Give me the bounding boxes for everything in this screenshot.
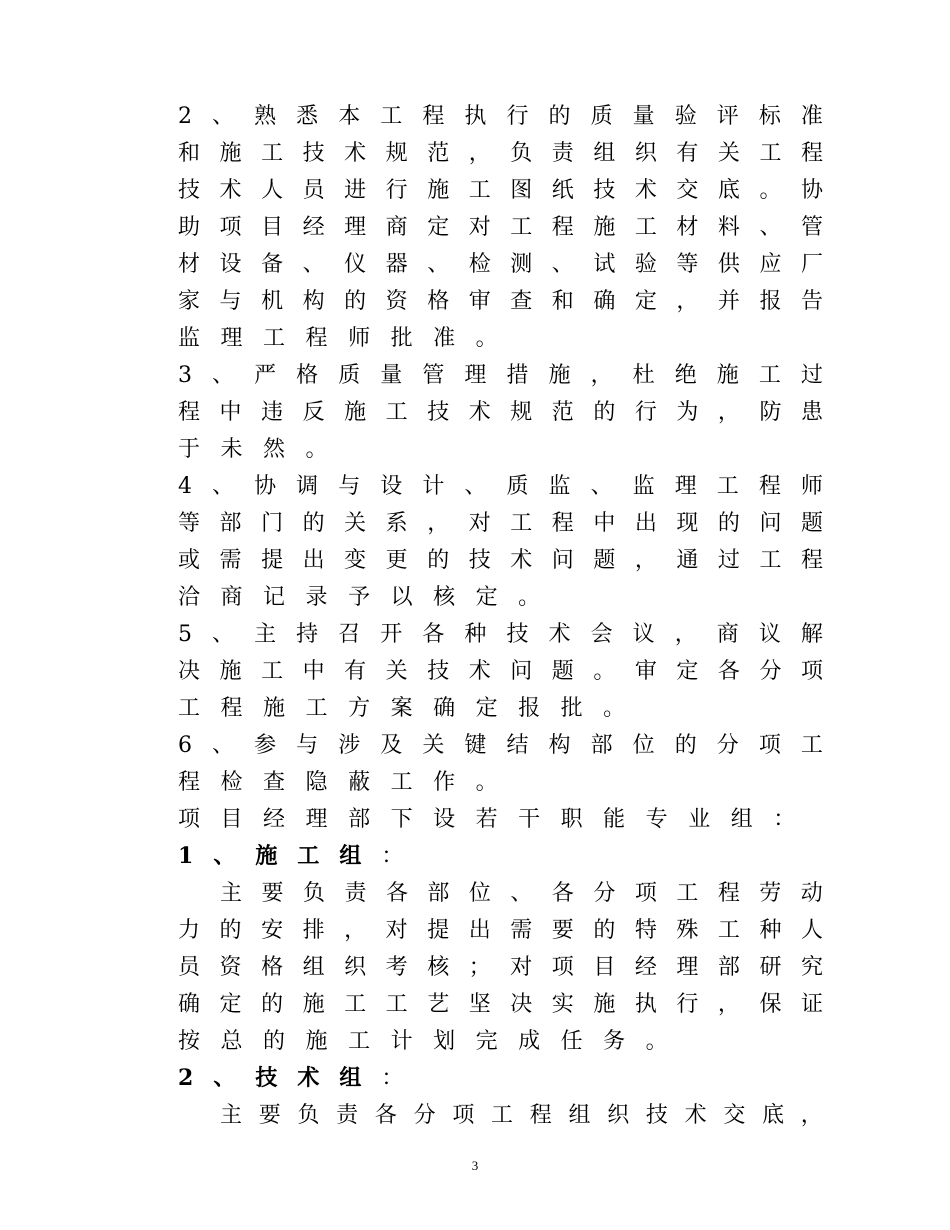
text-line: 程 中 违 反 施 工 技 术 规 范 的 行 为 ， 防 患 — [178, 400, 823, 425]
text-line: 项 目 经 理 部 下 设 若 干 职 能 专 业 组 ： — [178, 807, 796, 832]
text-line: 洽 商 记 录 予 以 核 定 。 — [178, 585, 541, 610]
text-line: 家 与 机 构 的 资 格 审 查 和 确 定 ， 并 报 告 — [178, 289, 823, 314]
text-line: 监 理 工 程 师 批 准 。 — [178, 326, 498, 351]
page-number: 3 — [471, 1158, 479, 1173]
text-line: 材 设 备 、 仪 器 、 检 测 、 试 验 等 供 应 厂 — [178, 252, 823, 277]
text-line: 确 定 的 施 工 工 艺 坚 决 实 施 执 行 ， 保 证 — [178, 992, 823, 1017]
text-line: 主 要 负 责 各 部 位 、 各 分 项 工 程 劳 动 — [220, 881, 823, 906]
text-line: 5 、 主 持 召 开 各 种 技 术 会 议 ， 商 议 解 — [178, 622, 823, 647]
text-line: 2 、 熟 悉 本 工 程 执 行 的 质 量 验 评 标 准 — [178, 104, 823, 129]
text-line: 程 检 查 隐 蔽 工 作 。 — [178, 770, 498, 795]
document-body — [178, 98, 823, 1134]
text-line: 力 的 安 排 ， 对 提 出 需 要 的 特 殊 工 种 人 — [178, 918, 823, 943]
text-line: 于 未 然 。 — [178, 437, 328, 462]
text-line: 4 、 协 调 与 设 计 、 质 监 、 监 理 工 程 师 — [178, 474, 823, 499]
text-line: 决 施 工 中 有 关 技 术 问 题 。 审 定 各 分 项 — [178, 659, 823, 684]
text-line: 工 程 施 工 方 案 确 定 报 批 。 — [178, 696, 626, 721]
text-line: 主 要 负 责 各 分 项 工 程 组 织 技 术 交 底 ， — [220, 1103, 823, 1128]
text-line: 6 、 参 与 涉 及 关 键 结 构 部 位 的 分 项 工 — [178, 733, 823, 758]
text-line: 或 需 提 出 变 更 的 技 术 问 题 ， 通 过 工 程 — [178, 548, 823, 573]
section-heading: 2 、 技 术 组 ： — [178, 1065, 404, 1091]
section-heading: 1 、 施 工 组 ： — [178, 843, 404, 869]
text-line: 助 项 目 经 理 商 定 对 工 程 施 工 材 料 、 管 — [178, 215, 823, 240]
text-line: 按 总 的 施 工 计 划 完 成 任 务 。 — [178, 1029, 668, 1054]
text-line: 3 、 严 格 质 量 管 理 措 施 ， 杜 绝 施 工 过 — [178, 363, 823, 388]
text-line: 技 术 人 员 进 行 施 工 图 纸 技 术 交 底 。 协 — [178, 178, 823, 203]
text-line: 员 资 格 组 织 考 核 ； 对 项 目 经 理 部 研 究 — [178, 955, 823, 980]
text-line: 和 施 工 技 术 规 范 ， 负 责 组 织 有 关 工 程 — [178, 141, 823, 166]
text-line: 等 部 门 的 关 系 ， 对 工 程 中 出 现 的 问 题 — [178, 511, 823, 536]
